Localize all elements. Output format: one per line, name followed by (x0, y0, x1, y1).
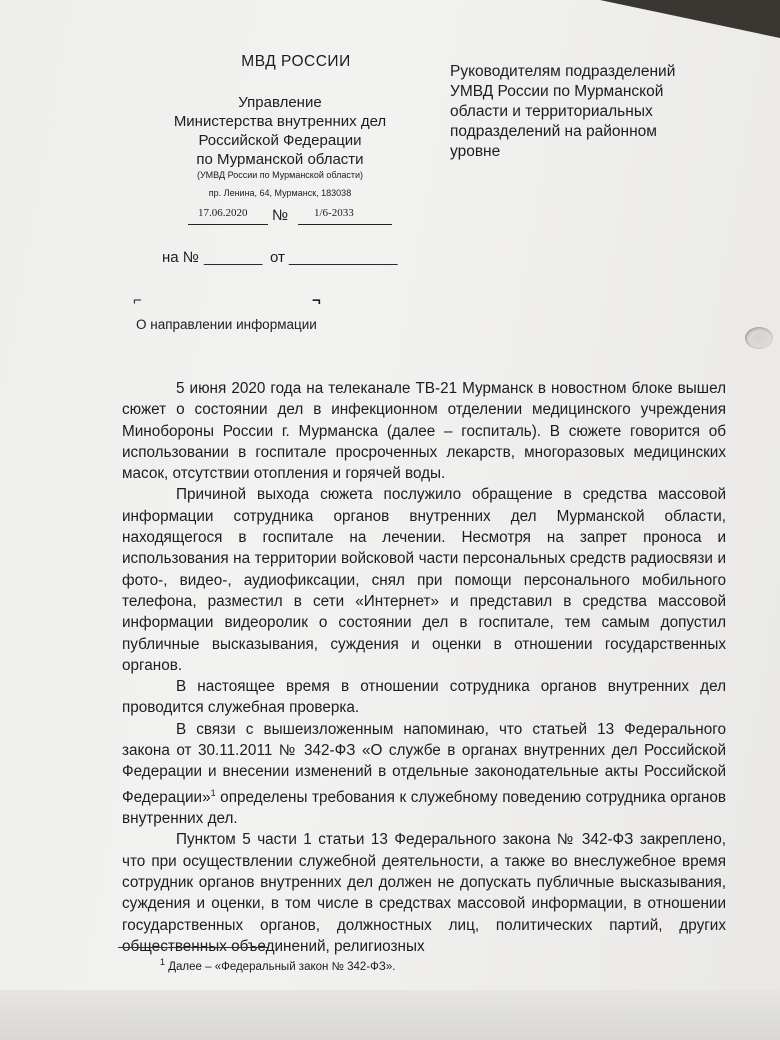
ministry-name: МВД РОССИИ (241, 53, 351, 70)
dept-line-2: Министерства внутренних дел (173, 113, 387, 130)
paragraph-4 (122, 719, 726, 830)
corner-mark-left: ⌐ (133, 292, 142, 309)
paragraph-1: 5 июня 2020 года на телеканале ТВ-21 Мурманск в новостном блоке вышел сюжет о состоянии дел в инфекционном отделении медицинского учреждения Минобороны России г. Мурманска (далее – госпиталь). В сюжете говорится об использовании в госпитале просроченных лекарств, многоразовых медицинских масок, отсутствии отопления и горячей воды. (122, 380, 726, 483)
ref-number-blank: _______ (204, 249, 263, 266)
number-sign: № (272, 207, 289, 224)
footnote-ref: 1 (210, 787, 216, 798)
paragraph-4-end: определены требования к служебному поведению сотрудника органов внутренних дел. (122, 788, 726, 828)
corner-mark-right: ¬ (312, 292, 321, 309)
ref-label: на № (162, 249, 199, 266)
footnote-mark: 1 (160, 957, 166, 967)
paragraph-4-start: В связи с вышеизложенным напоминаю, что статьей 13 Федерального закона от 30.11.2011 № 342-ФЗ «О службе в органах внутренних дел Российской Федерации и внесении изменений в отдельные законодательные акты Российской Федерации» (122, 720, 726, 806)
footnote-text: Далее – «Федеральный закон № 342-ФЗ». (168, 960, 396, 973)
number-field (298, 206, 392, 225)
dept-line-4: по Мурманской области (196, 151, 364, 168)
registration-date: 17.06.2020 (198, 207, 248, 219)
subject-line: О направлении информации (136, 317, 317, 332)
dept-line-3: Российской Федерации (198, 132, 362, 149)
paragraph-2: Причиной выхода сюжета послужило обращение в средства массовой информации сотрудника органов внутренних дел Мурманской области, находящегося в госпитале на лечении. Несмотря на запрет проноса и использования на территории войсковой части персональных средств радиосвязи и фото-, видео-, аудиофиксации, снял при помощи персонального мобильного телефона, разместил в сети «Интернет» и представил в средства массовой информации видеоролик о состоянии дел в госпитале, тем самым допустил публичные высказывания, суждения и оценки в отношении государственных органов. (122, 486, 726, 674)
recipient-block: Руководителям подразделений УМВД России по Мурманской области и территориальных подразделений на районном уровне (450, 63, 676, 160)
sender-address: пр. Ленина, 64, Мурманск, 183038 (208, 188, 352, 198)
letter-body (122, 378, 726, 957)
page-shadow (0, 990, 780, 1040)
dept-short-name: (УМВД России по Мурманской области) (196, 170, 364, 180)
from-blank: _____________ (289, 249, 398, 266)
footnote (160, 957, 395, 973)
paragraph-3: В настоящее время в отношении сотрудника органов внутренних дел проводится служебная проверка. (122, 678, 726, 717)
footnote-separator (118, 947, 268, 948)
registration-number: 1/6-2033 (314, 207, 354, 219)
date-field (188, 206, 268, 225)
punch-hole (745, 327, 773, 349)
paragraph-5: Пунктом 5 части 1 статьи 13 Федерального закона № 342-ФЗ закреплено, что при осуществлении служебной деятельности, а также во внеслужебное время сотрудник органов внутренних дел должен не допускать публичные высказывания, суждения и оценки, в том числе в средствах массовой информации, в отношении государственных органов, должностных лиц, политических партий, других общественных объединений, религиозных (122, 831, 726, 955)
from-label: от (270, 249, 285, 266)
dept-line-1: Управление (238, 94, 322, 111)
